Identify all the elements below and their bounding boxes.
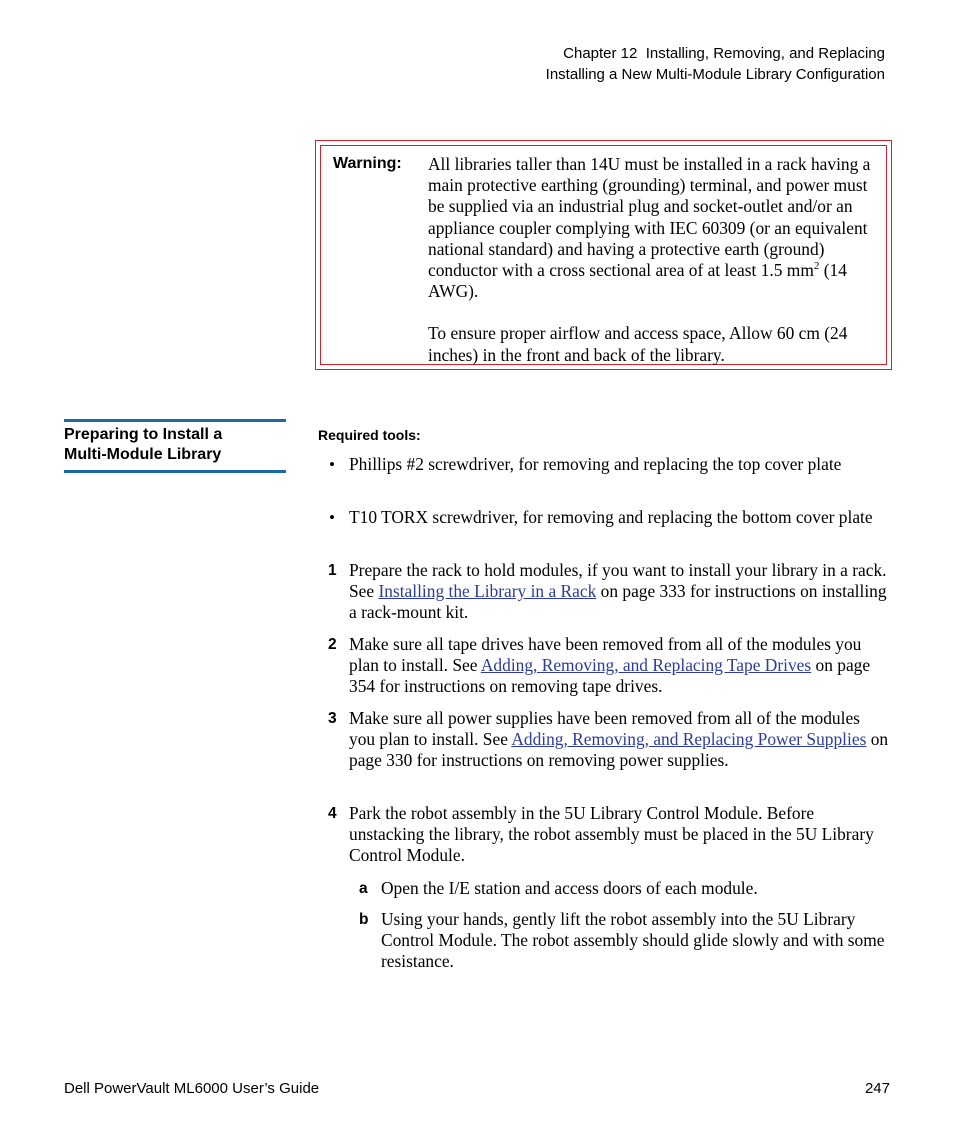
required-tools-label: Required tools:: [318, 427, 421, 443]
step-text-tail: on page 333 for instructions on installing a rack-mount kit.: [349, 581, 887, 623]
link-tape-drives[interactable]: Adding, Removing, and Replacing Tape Drives: [480, 655, 812, 676]
section-heading-line-1: Preparing to Install a: [64, 426, 223, 443]
superscript-2: 2: [813, 260, 820, 273]
warning-box: [315, 140, 892, 370]
step-3: [328, 708, 889, 772]
bullet-text: T10 TORX screwdriver, for removing and replacing the bottom cover plate: [349, 507, 873, 527]
section-heading-line-2: Multi-Module Library: [64, 446, 222, 463]
warning-paragraph-1: [428, 154, 888, 302]
warning-box-inner-border: [320, 145, 887, 365]
chapter-title: Chapter 12 Installing, Removing, and Replacing: [563, 45, 885, 62]
step-4: [328, 803, 889, 867]
step-number: 1: [328, 562, 337, 579]
page-number: 247: [864, 1080, 890, 1097]
running-header: [546, 43, 885, 85]
link-installing-library-in-rack[interactable]: Installing the Library in a Rack: [378, 581, 597, 602]
substep-b: [359, 909, 891, 973]
warning-paragraph-1-text: All libraries taller than 14U must be installed in a rack having a main protective earthing (grounding) terminal, and power must be supplied via an industrial plug and socket-outlet and/or an appliance coupler complying with IEC 60309 (or an equivalent national standard) and having a protective earth (ground) conductor with a cross sectional area of at least 1.5 mm: [428, 154, 871, 281]
step-2: [328, 634, 889, 698]
step-number: 3: [328, 710, 337, 727]
step-number: 2: [328, 636, 337, 653]
step-text: Make sure all tape drives have been removed from all of the modules you plan to install. See: [349, 634, 862, 676]
step-text: Make sure all power supplies have been removed from all of the modules you plan to install. See: [349, 708, 860, 750]
step-number: 4: [328, 805, 337, 822]
bullet-item: [329, 507, 889, 528]
step-text: Prepare the rack to hold modules, if you want to install your library in a rack. See: [349, 560, 887, 602]
step-text: Park the robot assembly in the 5U Library Control Module. Before unstacking the library, the robot assembly must be placed in the 5U Library Control Module.: [349, 803, 874, 866]
section-title: Installing a New Multi-Module Library Configuration: [545, 66, 885, 83]
substep-letter: b: [359, 911, 369, 928]
step-text-tail: on page 330 for instructions on removing power supplies.: [349, 729, 889, 771]
warning-label: Warning:: [333, 155, 402, 172]
warning-text: [428, 154, 888, 366]
substep-a: [359, 878, 891, 899]
warning-paragraph-2: To ensure proper airflow and access space, Allow 60 cm (24 inches) in the front and back of the library.: [428, 323, 848, 365]
bullet-icon: •: [329, 508, 335, 527]
substep-text: Using your hands, gently lift the robot assembly into the 5U Library Control Module. The robot assembly should glide slowly and with some resistance.: [381, 909, 885, 972]
bullet-icon: •: [329, 455, 335, 474]
substep-letter: a: [359, 880, 368, 897]
link-power-supplies[interactable]: Adding, Removing, and Replacing Power Supplies: [511, 729, 867, 750]
step-1: [328, 560, 889, 624]
warning-paragraph-1-tail: (14 AWG).: [428, 260, 847, 302]
substep-text: Open the I/E station and access doors of each module.: [381, 878, 758, 898]
step-text-tail: on page 354 for instructions on removing tape drives.: [349, 655, 871, 697]
section-heading: [64, 419, 286, 473]
bullet-text: Phillips #2 screwdriver, for removing and replacing the top cover plate: [349, 454, 842, 474]
bullet-item: [329, 454, 889, 475]
footer-title: Dell PowerVault ML6000 User’s Guide: [64, 1080, 320, 1097]
